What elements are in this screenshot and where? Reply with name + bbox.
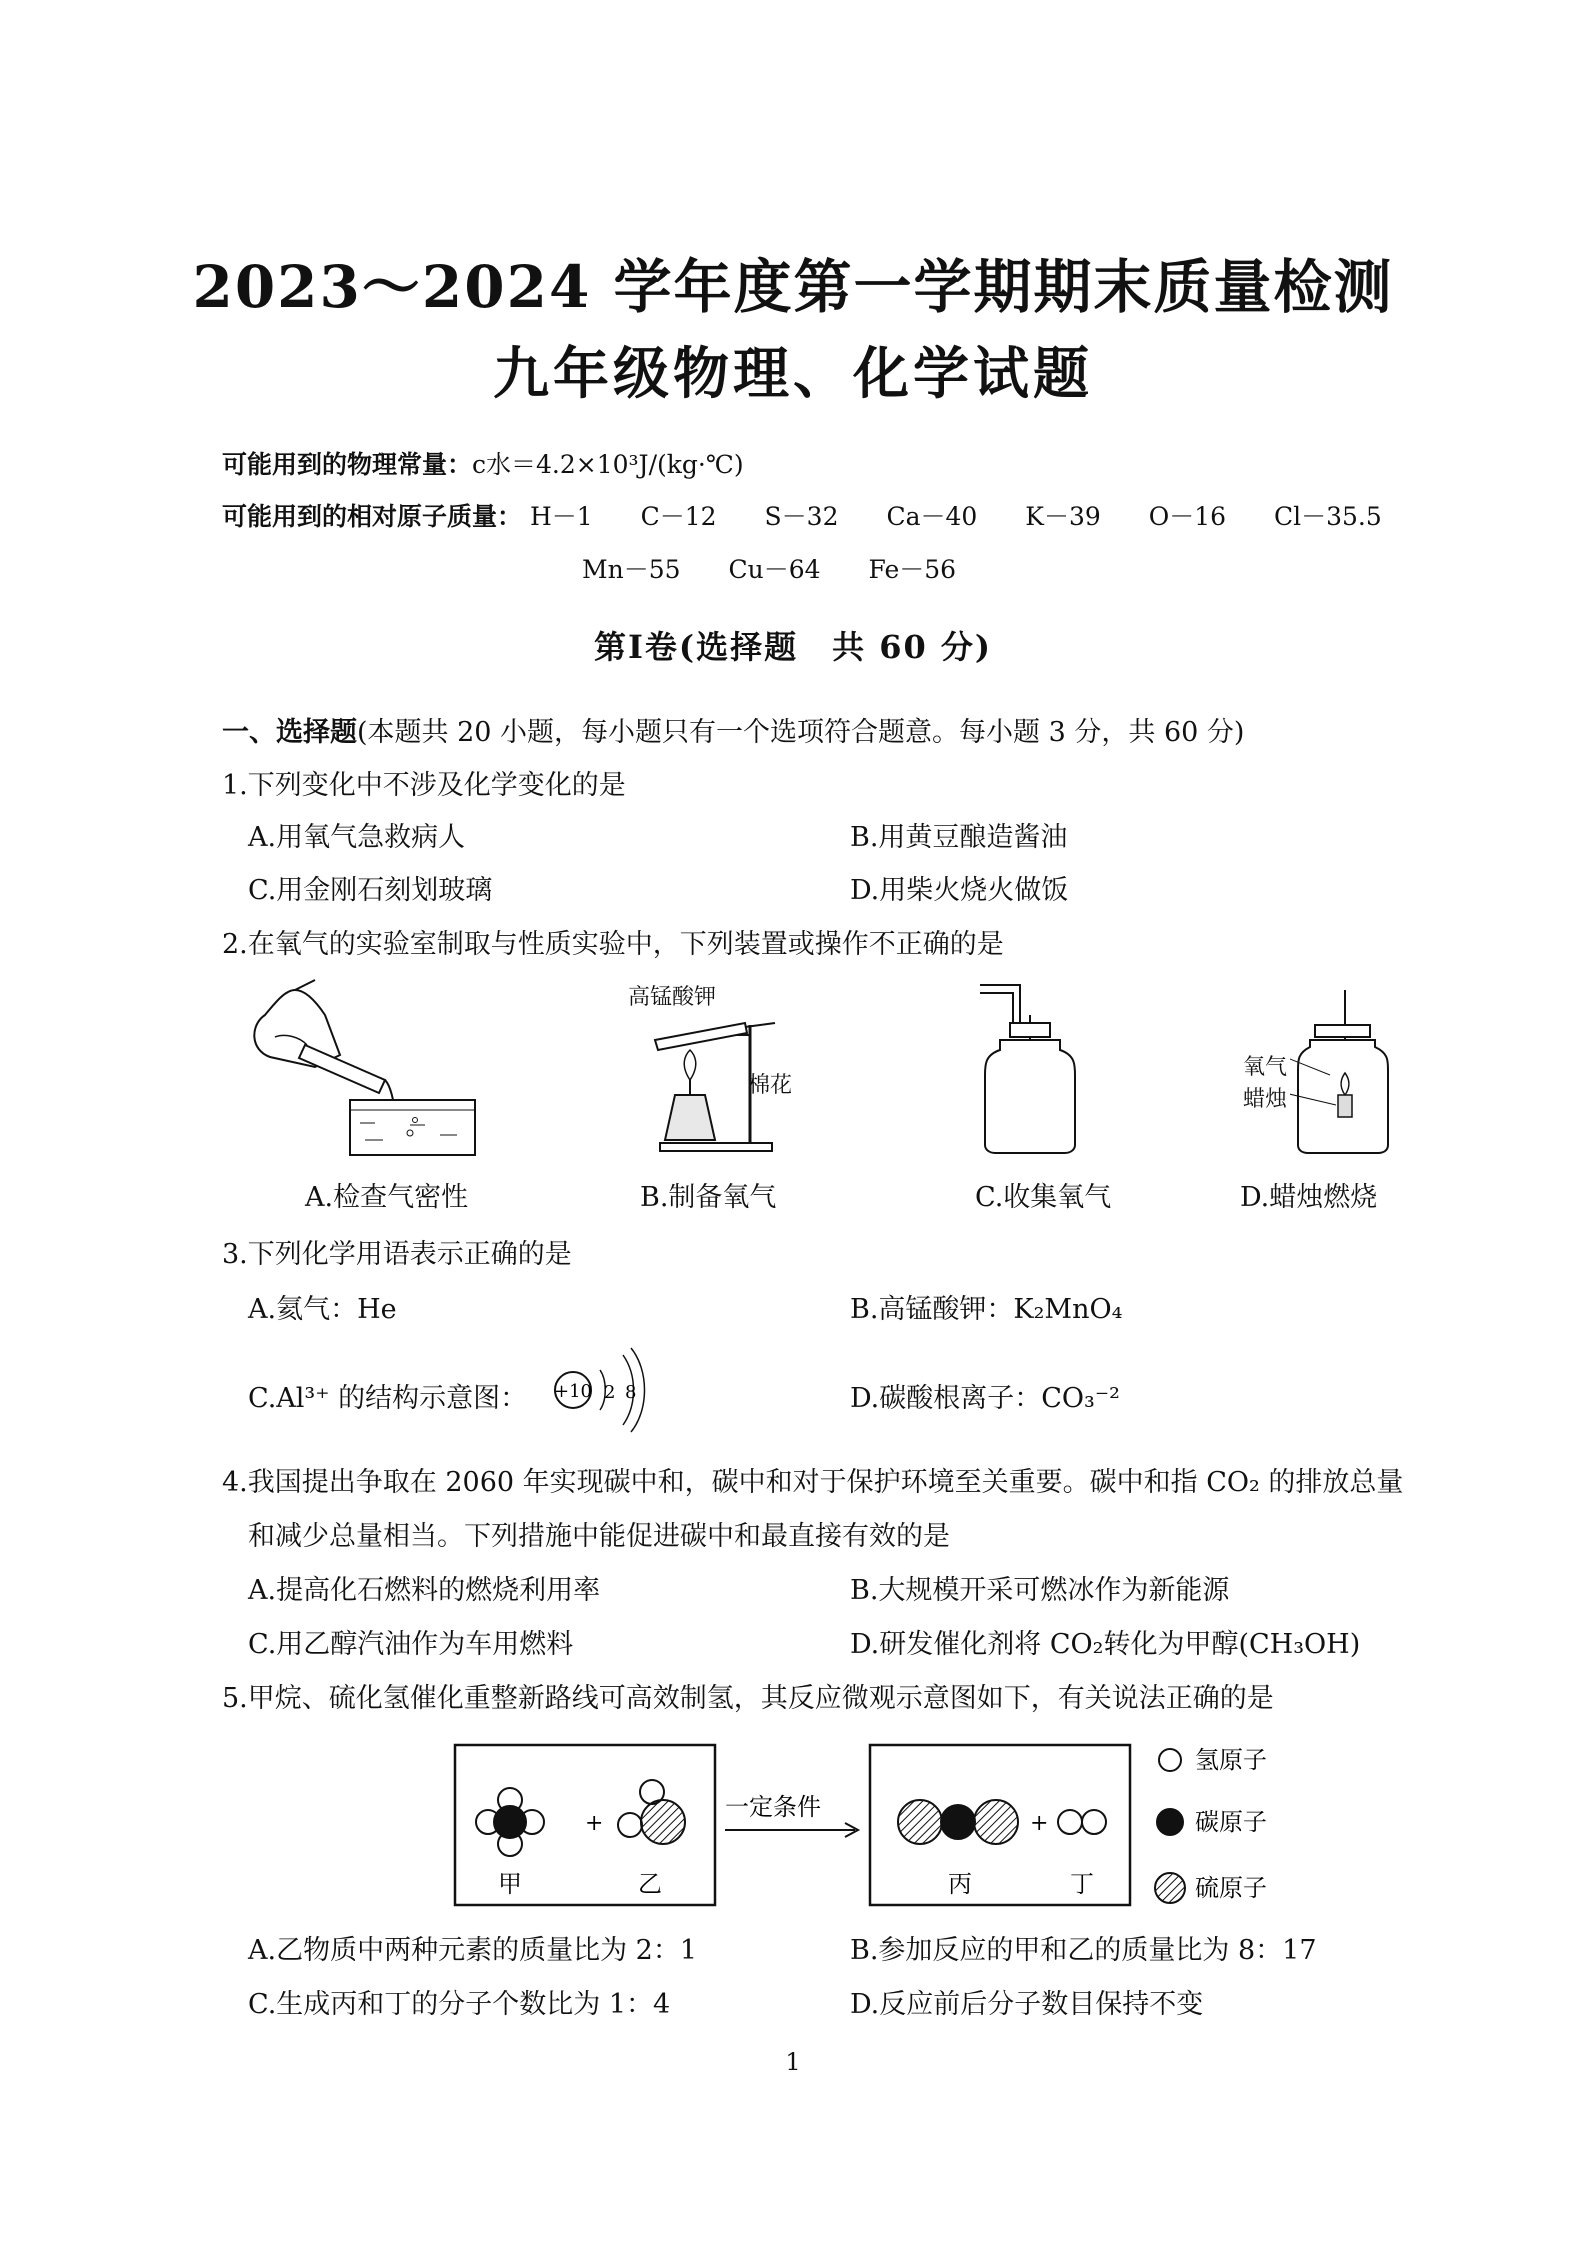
question-1-stem: 1.下列变化中不涉及化学变化的是 xyxy=(222,770,626,801)
label-oxygen: 氧气 xyxy=(1243,1055,1288,1080)
part-heading-text: (本题共 20 小题，每小题只有一个选项符合题意。每小题 3 分，共 60 分) xyxy=(357,717,1245,748)
sulfur-atom xyxy=(974,1800,1018,1844)
question-3-option-a: A.氦气：He xyxy=(248,1294,397,1325)
product-label-bing: 丙 xyxy=(948,1870,972,1898)
section-title: 第Ⅰ卷(选择题 共 60 分) xyxy=(593,628,993,666)
airtightness-check-figure xyxy=(245,975,485,1160)
carbon-atom xyxy=(941,1805,975,1839)
reaction-condition: 一定条件 xyxy=(725,1793,821,1821)
hydrogen-atom xyxy=(618,1813,642,1837)
atomic-mass-item: Ca－40 xyxy=(886,502,978,531)
legend-carbon-symbol xyxy=(1157,1809,1183,1835)
question-1-option-c: C.用金刚石刻划玻璃 xyxy=(248,875,493,906)
legend-carbon: 碳原子 xyxy=(1195,1808,1267,1836)
question-5-option-b: B.参加反应的甲和乙的质量比为 8：17 xyxy=(850,1935,1317,1966)
question-3-option-b: B.高锰酸钾：K₂MnO₄ xyxy=(850,1294,1123,1325)
atomic-mass-item: Cl－35.5 xyxy=(1273,502,1382,531)
atomic-mass-item: Fe－56 xyxy=(868,555,957,584)
reaction-micro-diagram xyxy=(450,1730,1450,1920)
question-1-option-a: A.用氧气急救病人 xyxy=(248,822,466,853)
physics-constant-line xyxy=(222,445,744,481)
hydrogen-atom xyxy=(1058,1810,1082,1834)
gas-collecting-bottle-figure xyxy=(975,975,1085,1155)
question-2-option-b: B.制备氧气 xyxy=(640,1182,777,1213)
atomic-mass-item: K－39 xyxy=(1025,502,1101,531)
nucleus-charge: +10 xyxy=(554,1381,592,1402)
part-heading-label: 一、选择题 xyxy=(222,717,357,748)
question-2-option-a: A.检查气密性 xyxy=(305,1182,469,1213)
atomic-mass-item: Cu－64 xyxy=(728,555,821,584)
question-4-option-a: A.提高化石燃料的燃烧利用率 xyxy=(248,1575,601,1606)
reactant-label-jia: 甲 xyxy=(498,1870,522,1898)
shell-electrons-1: 2 xyxy=(604,1382,616,1403)
atomic-mass-item: S－32 xyxy=(764,502,839,531)
question-4-option-b: B.大规模开采可燃冰作为新能源 xyxy=(850,1575,1230,1606)
atomic-mass-label: 可能用到的相对原子质量： xyxy=(222,502,523,531)
legend-sulfur-symbol xyxy=(1155,1873,1185,1903)
question-3-option-d: D.碳酸根离子：CO₃⁻² xyxy=(850,1383,1120,1414)
physics-constant-label: 可能用到的物理常量： xyxy=(222,450,473,479)
question-2-option-d: D.蜡烛燃烧 xyxy=(1240,1182,1378,1213)
legend-hydrogen: 氢原子 xyxy=(1195,1746,1267,1774)
question-4-stem-line-2: 和减少总量相当。下列措施中能促进碳中和最直接有效的是 xyxy=(248,1521,950,1552)
question-2-option-c: C.收集氧气 xyxy=(975,1182,1112,1213)
question-5-option-a: A.乙物质中两种元素的质量比为 2：1 xyxy=(248,1935,698,1966)
atomic-structure-diagram xyxy=(545,1340,655,1440)
label-candle: 蜡烛 xyxy=(1243,1087,1288,1112)
question-1-option-b: B.用黄豆酿造酱油 xyxy=(850,822,1068,853)
plus-sign: + xyxy=(1030,1811,1049,1836)
atomic-mass-item: H－1 xyxy=(529,502,593,531)
product-label-ding: 丁 xyxy=(1070,1870,1094,1898)
legend-sulfur: 硫原子 xyxy=(1195,1874,1267,1902)
question-2-stem: 2.在氧气的实验室制取与性质实验中，下列装置或操作不正确的是 xyxy=(222,929,1004,960)
atomic-mass-line-1 xyxy=(222,497,1382,533)
reactant-label-yi: 乙 xyxy=(638,1870,662,1898)
part-heading xyxy=(222,710,1244,749)
exam-subtitle: 九年级物理、化学试题 xyxy=(493,341,1093,407)
carbon-atom xyxy=(494,1806,526,1838)
question-3-stem: 3.下列化学用语表示正确的是 xyxy=(222,1239,572,1270)
atomic-mass-item: O－16 xyxy=(1148,502,1227,531)
hydrogen-atom xyxy=(1082,1810,1106,1834)
question-4-option-d: D.研发催化剂将 CO₂转化为甲醇(CH₃OH) xyxy=(850,1629,1361,1660)
question-5-option-c: C.生成丙和丁的分子个数比为 1：4 xyxy=(248,1989,671,2020)
question-4-stem-line-1: 4.我国提出争取在 2060 年实现碳中和，碳中和对于保护环境至关重要。碳中和指 CO₂ 的排放总量 xyxy=(222,1467,1404,1498)
oxygen-preparation-figure xyxy=(650,1005,780,1155)
sulfur-atom xyxy=(641,1800,685,1844)
plus-sign: + xyxy=(585,1811,604,1836)
legend-hydrogen-symbol xyxy=(1159,1749,1181,1771)
exam-title: 2023～2024 学年度第一学期期末质量检测 xyxy=(192,253,1394,321)
question-4-option-c: C.用乙醇汽油作为车用燃料 xyxy=(248,1629,574,1660)
label-cotton: 棉花 xyxy=(748,1073,793,1098)
atomic-mass-item: Mn－55 xyxy=(582,555,681,584)
candle-burning-figure xyxy=(1290,985,1395,1155)
question-5-stem: 5.甲烷、硫化氢催化重整新路线可高效制氢，其反应微观示意图如下，有关说法正确的是 xyxy=(222,1683,1274,1714)
physics-constant-value: c水＝4.2×10³J/(kg·℃) xyxy=(472,450,744,479)
shell-electrons-2: 8 xyxy=(625,1382,637,1403)
question-1-option-d: D.用柴火烧火做饭 xyxy=(850,875,1069,906)
label-potassium-permanganate: 高锰酸钾 xyxy=(628,985,717,1010)
atomic-mass-item: C－12 xyxy=(640,502,717,531)
page-number: 1 xyxy=(785,2048,801,2076)
atomic-mass-line-2 xyxy=(582,550,996,586)
sulfur-atom xyxy=(898,1800,942,1844)
question-3-option-c: C.Al³⁺ 的结构示意图： xyxy=(248,1383,528,1414)
question-5-option-d: D.反应前后分子数目保持不变 xyxy=(850,1989,1204,2020)
